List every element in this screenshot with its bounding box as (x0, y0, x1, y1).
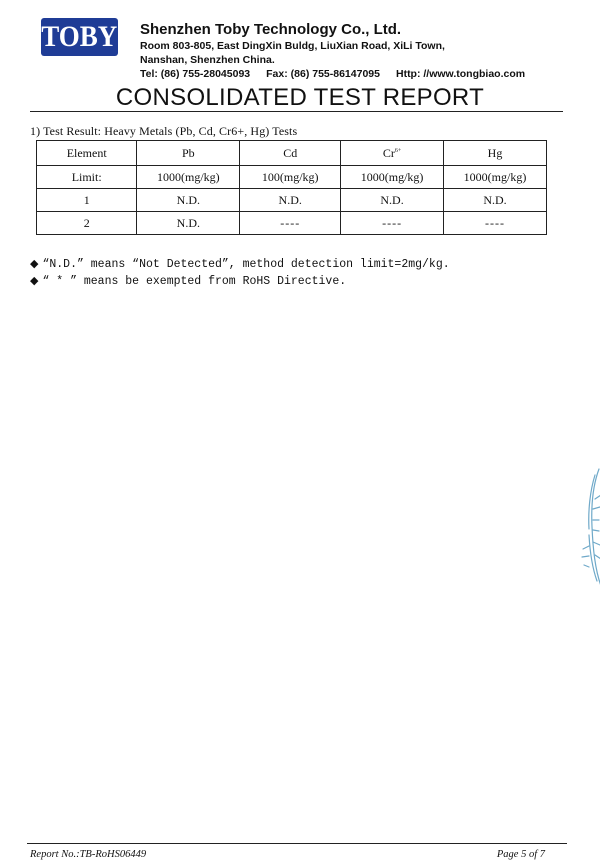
address-line-2: Nanshan, Shenzhen China. (140, 54, 275, 66)
header-cr-superscript: 6+ (394, 147, 402, 154)
table-cell: ---- (444, 212, 547, 235)
logo-text: TOBY (41, 20, 118, 53)
section-heading: 1) Test Result: Heavy Metals (Pb, Cd, Cr6+, Hg) Tests (30, 124, 298, 138)
diamond-bullet-icon: ◆ (30, 257, 39, 270)
report-title: CONSOLIDATED TEST REPORT (115, 84, 485, 111)
header-cell-cr (341, 141, 444, 166)
address-line-1: Room 803-805, East DingXin Buldg, LiuXian Road, XiLi Town, (140, 40, 445, 52)
footer-divider (27, 843, 567, 844)
telephone: Tel: (86) 755-28045093 (140, 68, 251, 80)
table-cell: N.D. (240, 189, 341, 212)
table-cell: N.D. (137, 189, 240, 212)
header-cell-hg: Hg (444, 141, 547, 166)
table-row-sample-1 (37, 189, 547, 212)
company-info (140, 21, 525, 81)
header-cr-label: Cr (382, 145, 395, 160)
header-cell-element: Element (37, 141, 137, 166)
contact-line (140, 67, 525, 81)
table-cell: 2 (37, 212, 137, 235)
website-link[interactable]: Http: //www.tongbiao.com (395, 68, 526, 80)
table-cell: 100(mg/kg) (240, 166, 341, 189)
table-cell: Limit: (37, 166, 137, 189)
fax: Fax: (86) 755-86147095 (266, 68, 380, 80)
table-cell: 1000(mg/kg) (137, 166, 240, 189)
company-logo (41, 18, 118, 56)
heavy-metals-table (36, 140, 547, 235)
page-number: Page 5 of 7 (496, 849, 545, 860)
note-item (30, 273, 450, 290)
note-text: “ * ” means be exempted from RoHS Directive. (42, 275, 347, 288)
table-cell: N.D. (137, 212, 240, 235)
seal-stamp-fragment (573, 465, 600, 590)
table-cell: 1 (37, 189, 137, 212)
notes-list (30, 256, 450, 290)
report-number: Report No.:TB-RoHS06449 (30, 849, 147, 860)
table-header-row (37, 141, 547, 166)
note-text: “N.D.” means “Not Detected”, method detection limit=2mg/kg. (42, 258, 450, 271)
diamond-bullet-icon: ◆ (30, 274, 39, 287)
note-item (30, 256, 450, 273)
table-cell: N.D. (444, 189, 547, 212)
table-row-sample-2 (37, 212, 547, 235)
company-name: Shenzhen Toby Technology Co., Ltd. (140, 21, 402, 38)
header-cell-pb: Pb (137, 141, 240, 166)
table-cell: 1000(mg/kg) (341, 166, 444, 189)
header-cell-cd: Cd (240, 141, 341, 166)
table-row-limit (37, 166, 547, 189)
table-cell: N.D. (341, 189, 444, 212)
title-divider (30, 111, 563, 112)
table-cell: 1000(mg/kg) (444, 166, 547, 189)
table-cell: ---- (341, 212, 444, 235)
table-cell: ---- (240, 212, 341, 235)
